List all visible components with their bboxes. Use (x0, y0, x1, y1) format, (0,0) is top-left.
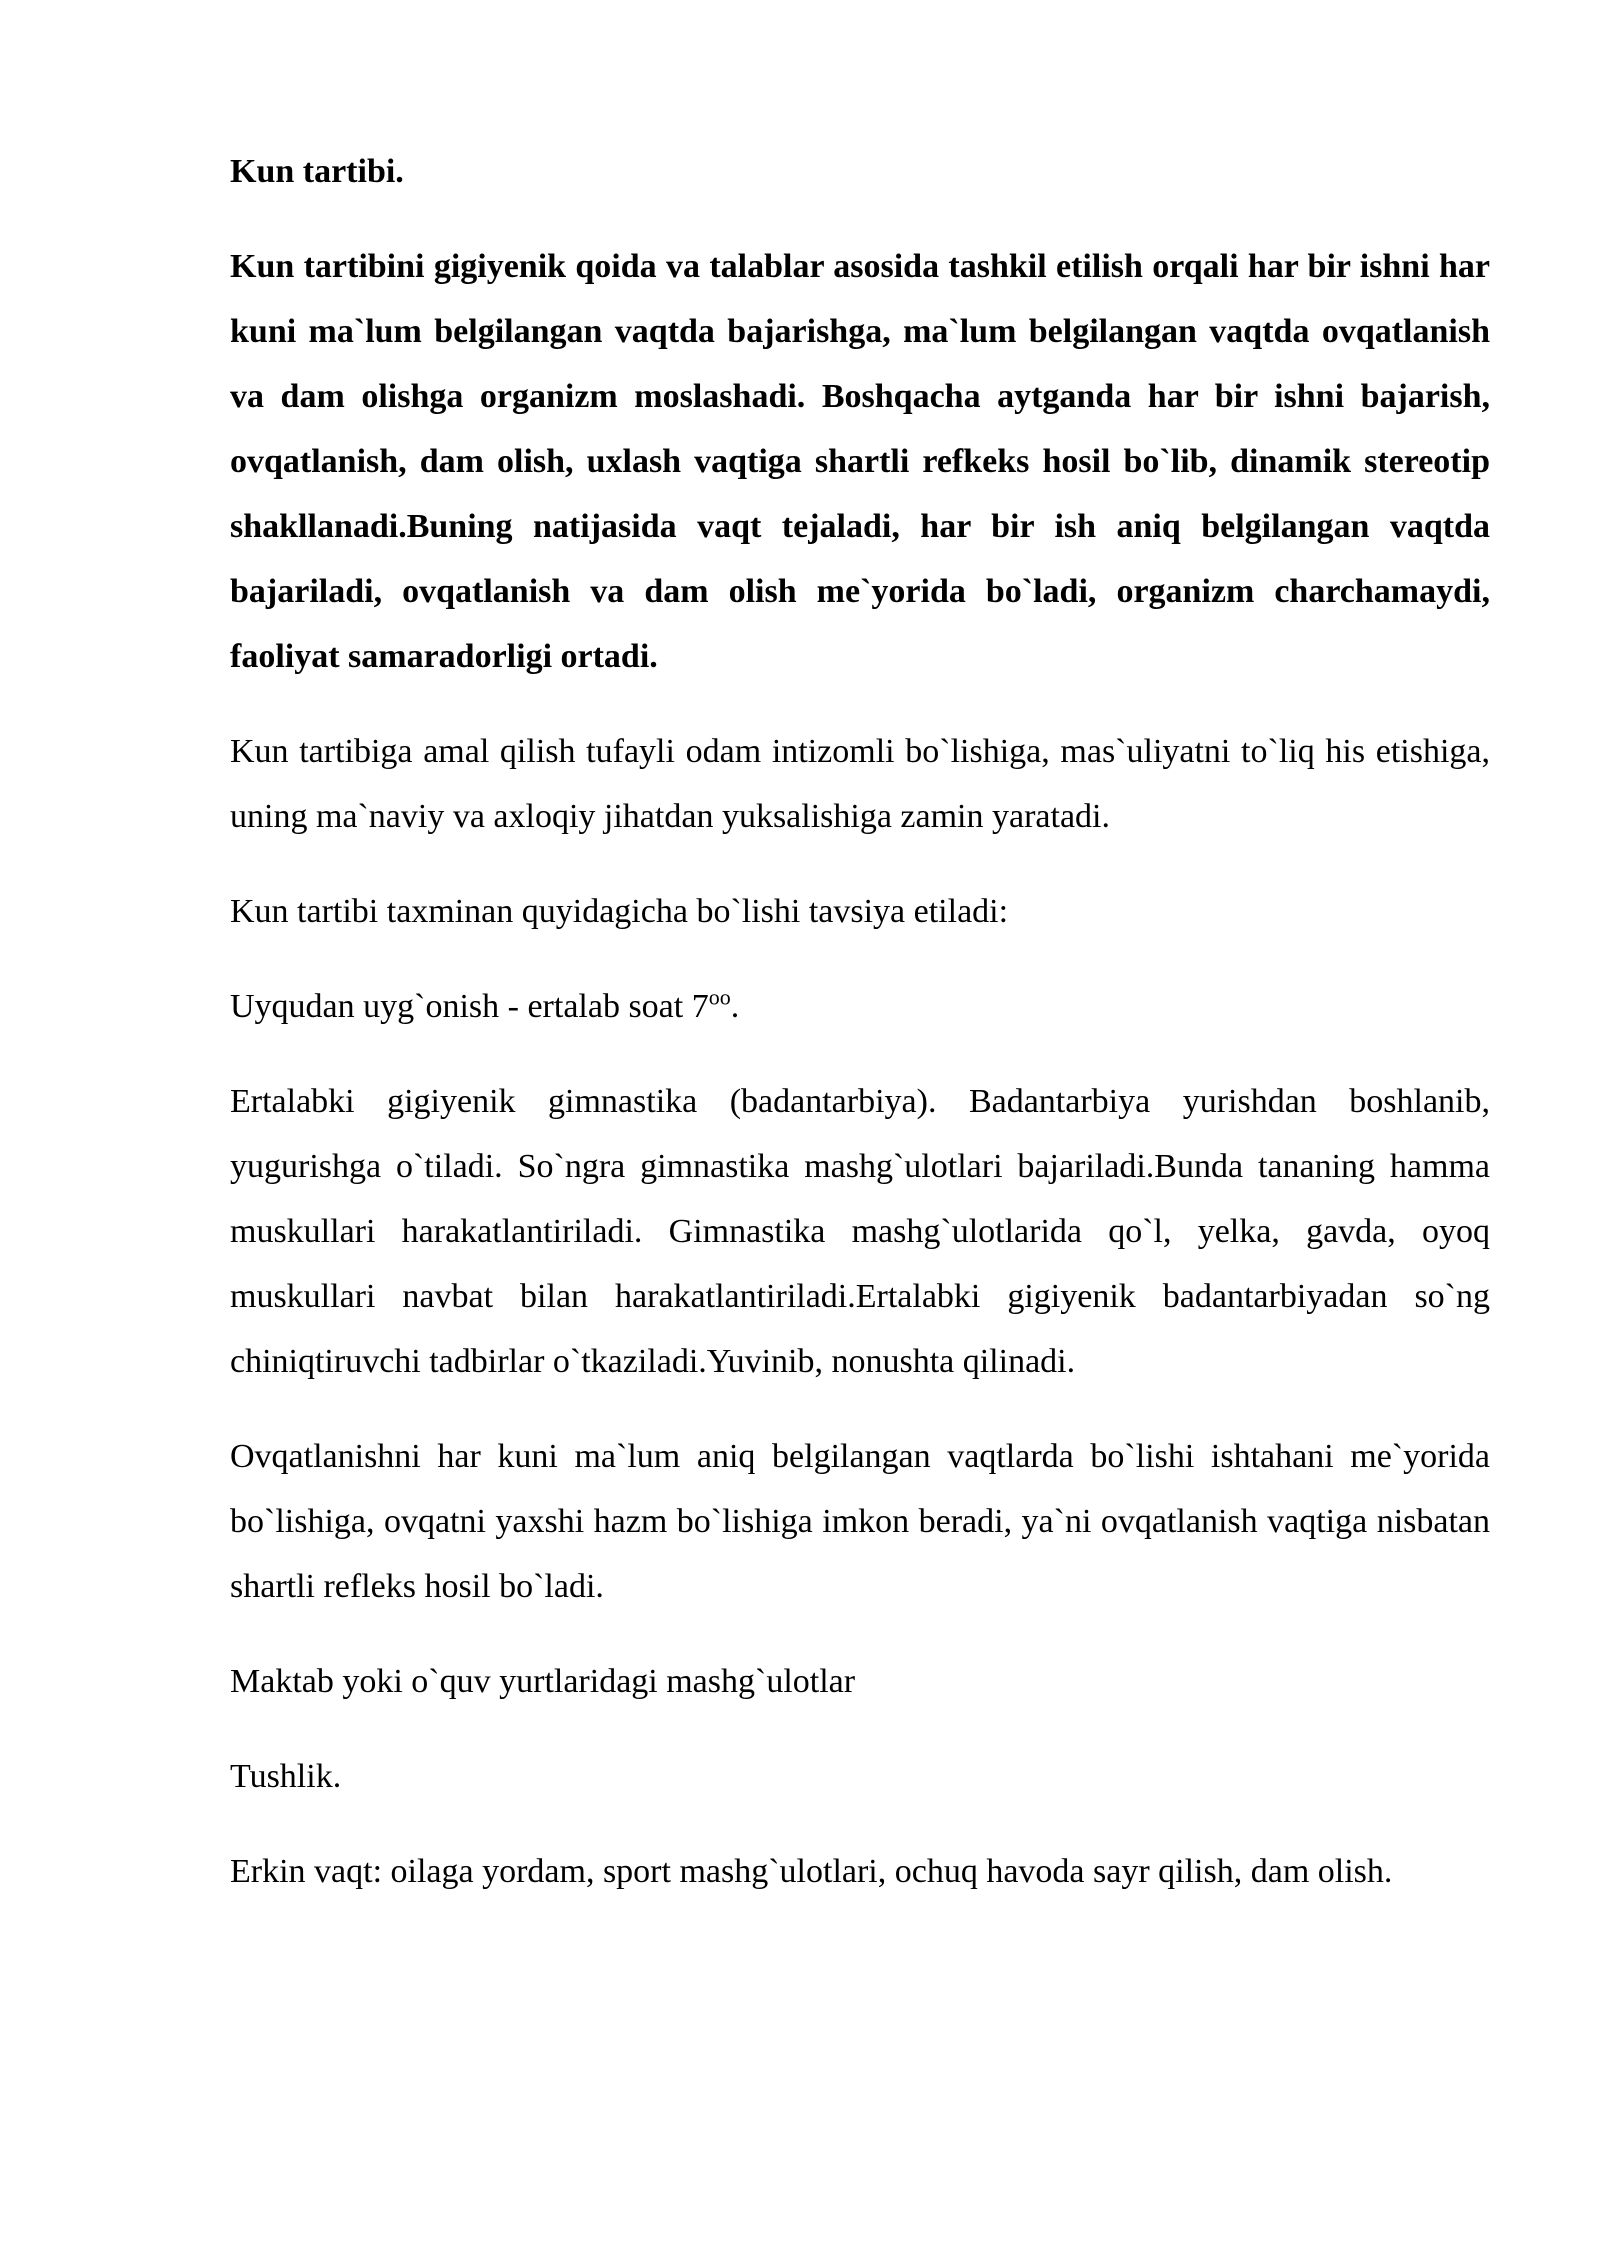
wakeup-paragraph (230, 974, 1490, 1039)
wakeup-period: . (730, 987, 740, 1025)
free-time-paragraph: Erkin vaqt: oilaga yordam, sport mashg`ulotlari, ochuq havoda sayr qilish, dam olish. (230, 1852, 1393, 1890)
gymnastics-paragraph: Ertalabki gigiyenik gimnastika (badantarbiya). Badantarbiya yurishdan boshlanib, yugurishga o`tiladi. So`ngra gimnastika mashg`ulotlari bajariladi.Bunda tananing hamma muskullari harakatlantiriladi. Gimnastika mashg`ulotlarida qo`l, yelka, gavda, oyoq muskullari navbat bilan harakatlantiriladi.Ertalabki gigiyenik badantarbiyadan so`ng chiniqtiruvchi tadbirlar o`tkaziladi.Yuvinib, nonushta qilinadi. (230, 1082, 1490, 1380)
document-body (230, 148, 1490, 1934)
wakeup-superscript: oo (708, 984, 731, 1010)
document-title: Kun tartibi. (230, 153, 404, 190)
school-paragraph: Maktab yoki o`quv yurtlaridagi mashg`ulotlar (230, 1662, 856, 1700)
meals-paragraph: Ovqatlanishni har kuni ma`lum aniq belgilangan vaqtlarda bo`lishi ishtahani me`yorida bo`lishiga, ovqatni yaxshi hazm bo`lishiga imkon beradi, ya`ni ovqatlanish vaqtiga nisbatan shartli refleks hosil bo`ladi. (230, 1437, 1490, 1605)
lunch-paragraph: Tushlik. (230, 1757, 342, 1795)
recommend-paragraph: Kun tartibi taxminan quyidagicha bo`lishi tavsiya etiladi: (230, 892, 1009, 930)
intro-paragraph: Kun tartibini gigiyenik qoida va talablar asosida tashkil etilish orqali har bir ishni har kuni ma`lum belgilangan vaqtda bajarishga, ma`lum belgilangan vaqtda ovqatlanish va dam olishga organizm moslashadi. Boshqacha aytganda har bir ishni bajarish, ovqatlanish, dam olish, uxlash vaqtiga shartli refkeks hosil bo`lib, dinamik stereotip shakllanadi.Buning natijasida vaqt tejaladi, har bir ish aniq belgilangan vaqtda bajariladi, ovqatlanish va dam olish me`yorida bo`ladi, organizm charchamaydi, faoliyat samaradorligi ortadi. (230, 247, 1490, 675)
wakeup-text: Uyqudan uyg`onish - ertalab soat 7 (230, 987, 709, 1025)
discipline-paragraph: Kun tartibiga amal qilish tufayli odam intizomli bo`lishiga, mas`uliyatni to`liq his etishiga, uning ma`naviy va axloqiy jihatdan yuksalishiga zamin yaratadi. (230, 732, 1490, 835)
